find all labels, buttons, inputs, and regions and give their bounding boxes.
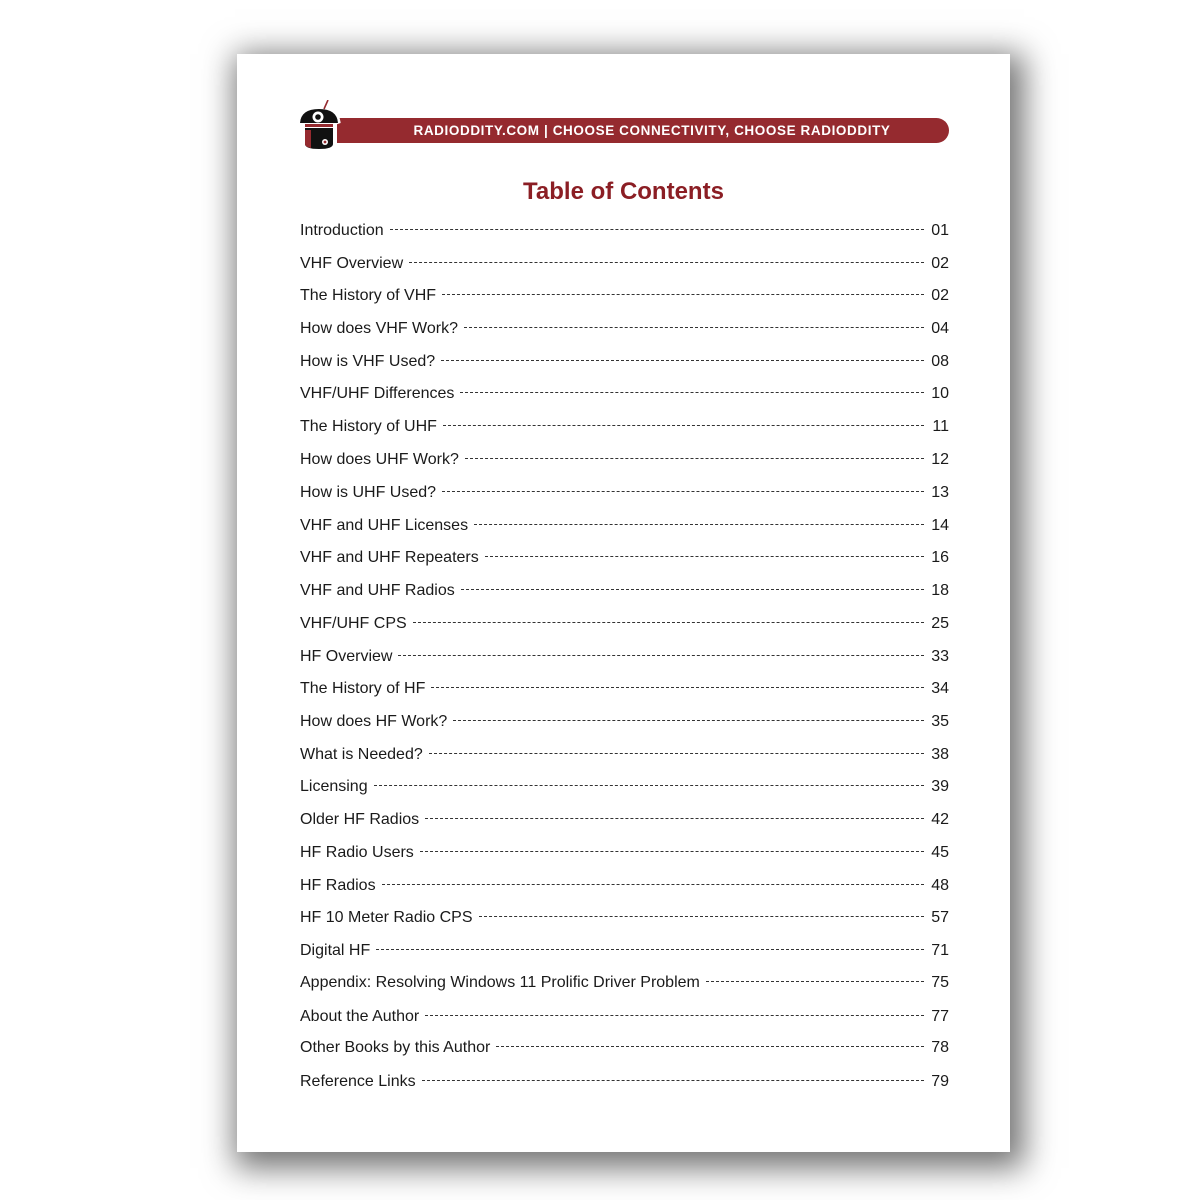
toc-page-number: 34	[931, 680, 949, 697]
toc-entry-title: Reference Links	[300, 1073, 416, 1090]
toc-entry[interactable]	[300, 746, 949, 768]
dot-leader	[465, 457, 924, 459]
dot-leader	[441, 359, 924, 361]
dot-leader	[420, 850, 924, 852]
toc-entry[interactable]	[300, 287, 949, 309]
dot-leader	[382, 883, 924, 885]
dot-leader	[431, 686, 924, 688]
toc-entry-title: Digital HF	[300, 942, 371, 959]
toc-entry[interactable]	[300, 942, 949, 964]
toc-entry[interactable]	[300, 222, 949, 244]
toc-page-number: 10	[931, 385, 949, 402]
toc-page-number: 71	[931, 942, 949, 959]
toc-entry[interactable]	[300, 648, 949, 670]
document-page	[237, 54, 1010, 1152]
toc-entry[interactable]	[300, 1008, 949, 1030]
dot-leader	[442, 293, 924, 295]
toc-entry[interactable]	[300, 811, 949, 833]
toc-entry[interactable]	[300, 713, 949, 735]
toc-page-number: 01	[931, 222, 949, 239]
toc-page-number: 48	[931, 877, 949, 894]
dot-leader	[374, 784, 924, 786]
toc-entry-title: VHF Overview	[300, 255, 404, 272]
toc-page-number: 78	[931, 1039, 949, 1056]
toc-entry[interactable]	[300, 778, 949, 800]
toc-entry-title: How does VHF Work?	[300, 320, 458, 337]
toc-page-number: 11	[932, 418, 949, 435]
toc-entry[interactable]	[300, 582, 949, 604]
dot-leader	[425, 817, 924, 819]
toc-entry-title: Older HF Radios	[300, 811, 420, 828]
toc-entry[interactable]	[300, 974, 949, 996]
toc-page-number: 45	[931, 844, 949, 861]
toc-page-number: 25	[931, 615, 949, 632]
toc-entry[interactable]	[300, 1073, 949, 1095]
toc-entry[interactable]	[300, 680, 949, 702]
toc-entry-title: About the Author	[300, 1008, 420, 1025]
toc-entry[interactable]	[300, 353, 949, 375]
toc-entry[interactable]	[300, 909, 949, 931]
toc-entry-title: HF Overview	[300, 648, 393, 665]
toc-page-number: 57	[931, 909, 949, 926]
toc-entry-title: The History of UHF	[300, 418, 437, 435]
toc-page-number: 79	[931, 1073, 949, 1090]
toc-page-number: 02	[931, 255, 949, 272]
toc-entry-title: What is Needed?	[300, 746, 423, 763]
dot-leader	[706, 980, 924, 982]
toc-entry[interactable]	[300, 1039, 949, 1061]
header-banner	[297, 100, 949, 152]
toc-entry-title: How is UHF Used?	[300, 484, 437, 501]
toc-page-number: 39	[931, 778, 949, 795]
toc-entry[interactable]	[300, 484, 949, 506]
dot-leader	[422, 1079, 924, 1081]
dot-leader	[376, 948, 924, 950]
toc-entry-title: How is VHF Used?	[300, 353, 436, 370]
toc-entry-title: Introduction	[300, 222, 384, 239]
toc-entry[interactable]	[300, 385, 949, 407]
toc-entry-title: VHF and UHF Radios	[300, 582, 455, 599]
dot-leader	[453, 719, 924, 721]
toc-page-number: 13	[931, 484, 949, 501]
banner-bar	[337, 118, 949, 143]
toc-entry-title: The History of HF	[300, 680, 426, 697]
toc-page-number: 38	[931, 746, 949, 763]
dot-leader	[398, 654, 924, 656]
toc-entry-title: How does HF Work?	[300, 713, 448, 730]
toc-entry[interactable]	[300, 549, 949, 571]
dot-leader	[413, 621, 924, 623]
toc-entry-title: HF Radio Users	[300, 844, 414, 861]
toc-page-number: 16	[931, 549, 949, 566]
toc-entry[interactable]	[300, 615, 949, 637]
toc-page-number: 33	[931, 648, 949, 665]
dot-leader	[442, 490, 924, 492]
toc-entry[interactable]	[300, 451, 949, 473]
toc-entry-title: VHF and UHF Repeaters	[300, 549, 479, 566]
dot-leader	[409, 261, 924, 263]
toc-entry-title: Other Books by this Author	[300, 1039, 491, 1056]
toc-entry[interactable]	[300, 255, 949, 277]
toc-entry-title: VHF/UHF Differences	[300, 385, 455, 402]
toc-entry-title: Appendix: Resolving Windows 11 Prolific Driver Problem	[300, 974, 700, 991]
dot-leader	[425, 1014, 924, 1016]
dot-leader	[496, 1045, 924, 1047]
toc-entry-title: The History of VHF	[300, 287, 437, 304]
toc-entry-title: HF Radios	[300, 877, 376, 894]
dot-leader	[461, 588, 924, 590]
page-title: Table of Contents	[523, 178, 724, 205]
dot-leader	[485, 555, 924, 557]
toc-page-number: 77	[931, 1008, 949, 1025]
dot-leader	[474, 523, 924, 525]
toc-entry-title: HF 10 Meter Radio CPS	[300, 909, 473, 926]
toc-page-number: 04	[931, 320, 949, 337]
radioddity-robot-logo-icon	[297, 100, 343, 152]
toc-page-number: 75	[931, 974, 949, 991]
dot-leader	[443, 424, 924, 426]
toc-entry-title: How does UHF Work?	[300, 451, 459, 468]
dot-leader	[429, 752, 924, 754]
toc-entry-title: Licensing	[300, 778, 368, 795]
toc-page-number: 42	[931, 811, 949, 828]
toc-page-number: 14	[931, 517, 949, 534]
dot-leader	[479, 915, 924, 917]
toc-page-number: 08	[931, 353, 949, 370]
dot-leader	[390, 228, 924, 230]
toc-entry[interactable]	[300, 877, 949, 899]
toc-entry[interactable]	[300, 517, 949, 539]
dot-leader	[460, 391, 924, 393]
toc-page-number: 35	[931, 713, 949, 730]
toc-entry[interactable]	[300, 418, 949, 440]
toc-entry-title: VHF/UHF CPS	[300, 615, 407, 632]
toc-page-number: 18	[931, 582, 949, 599]
toc-page-number: 12	[931, 451, 949, 468]
toc-entry-title: VHF and UHF Licenses	[300, 517, 469, 534]
dot-leader	[464, 326, 924, 328]
toc-page-number: 02	[931, 287, 949, 304]
banner-text: RADIODDITY.COM | CHOOSE CONNECTIVITY, CHOOSE RADIODDITY	[413, 123, 891, 138]
toc-entry[interactable]	[300, 844, 949, 866]
toc-entry[interactable]	[300, 320, 949, 342]
